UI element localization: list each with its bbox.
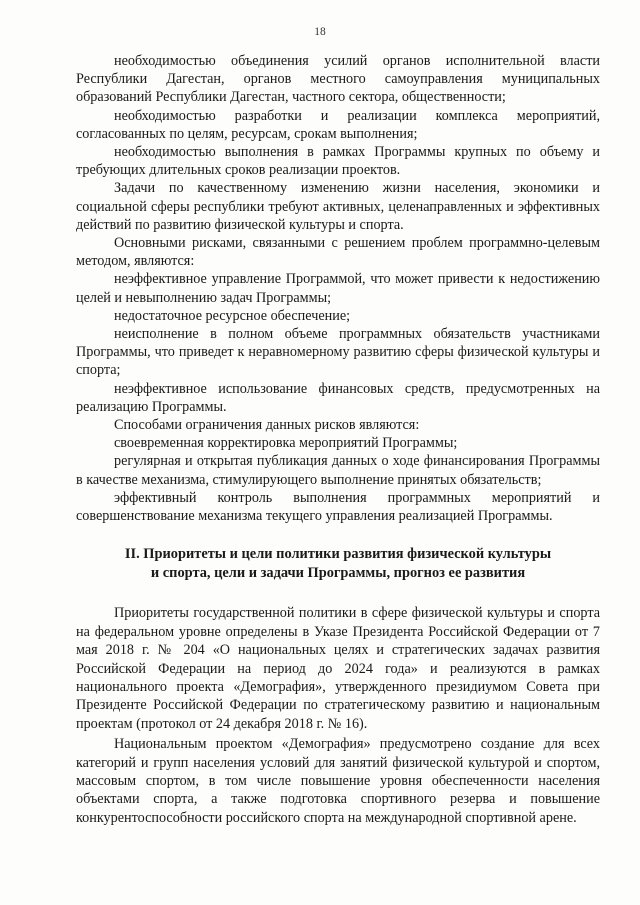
paragraph: своевременная корректировка мероприятий Программы; bbox=[114, 435, 458, 452]
paragraph: Приоритеты государственной политики в сфере физической культуры и спорта на федеральном уровне определены в Указе Президента Российской Федерации от 7 мая 2018 г. № 204 «О национальных целях и стратегических задачах развития Российской Федерации на период до 2024 года» и реализуются в рамках национального проекта «Демография», утвержденного президиумом Совета при Президенте Российской Федерации по стратегическому развитию и национальным проектам (протокол от 24 декабря 2018 г. № 16). bbox=[76, 605, 600, 732]
intro-paragraphs bbox=[76, 52, 600, 525]
section-heading bbox=[76, 545, 600, 582]
paragraph: Национальным проектом «Демография» предусмотрено создание для всех категорий и групп населения условий для занятий физической культурой и спортом, массовым спортом, в том числе повышение уровня обеспеченности населения объектами спорта, а также подготовка спортивного резерва и повышение конкурентоспособности российского спорта на международной спортивной арене. bbox=[76, 736, 600, 826]
paragraph: регулярная и открытая публикация данных о ходе финансирования Программы в качестве механизма, стимулирующего выполнение принятых обязательств; bbox=[76, 453, 600, 488]
document-body bbox=[76, 52, 600, 829]
paragraph: неэффективное управление Программой, что может привести к недостижению целей и невыполнению задач Программы; bbox=[76, 271, 600, 306]
paragraph: Способами ограничения данных рисков являются: bbox=[114, 417, 420, 434]
paragraph: неисполнение в полном объеме программных обязательств участниками Программы, что приведет к неравномерному развитию сферы физической культуры и спорта; bbox=[76, 326, 600, 379]
paragraph: необходимостью объединения усилий органов исполнительной власти Республики Дагестан, органов местного самоуправления муниципальных образований Республики Дагестан, частного сектора, общественности; bbox=[76, 53, 600, 106]
section-body bbox=[76, 604, 600, 827]
section-2 bbox=[76, 545, 600, 827]
paragraph: эффективный контроль выполнения программных мероприятий и совершенствование механизма текущего управления реализацией Программы. bbox=[76, 489, 600, 525]
paragraph: неэффективное использование финансовых средств, предусмотренных на реализацию Программы. bbox=[76, 380, 600, 415]
paragraph: необходимостью выполнения в рамках Программы крупных по объему и требующих длительных сроков реализации проектов. bbox=[76, 144, 600, 179]
paragraph: недостаточное ресурсное обеспечение; bbox=[114, 307, 351, 324]
paragraph: Задачи по качественному изменению жизни населения, экономики и социальной сферы республики требуют активных, целенаправленных и эффективных действий по развитию физической культуры и спорта. bbox=[76, 180, 600, 233]
paragraph: Основными рисками, связанными с решением проблем программно-целевым методом, являются: bbox=[76, 235, 600, 270]
section-heading-line: II. Приоритеты и цели политики развития физической культуры bbox=[124, 546, 552, 563]
paragraph: необходимостью разработки и реализации комплекса мероприятий, согласованных по целям, ресурсам, срокам выполнения; bbox=[76, 107, 600, 142]
section-heading-line: и спорта, цели и задачи Программы, прогноз ее развития bbox=[150, 564, 526, 581]
page-number: 18 bbox=[314, 26, 326, 38]
